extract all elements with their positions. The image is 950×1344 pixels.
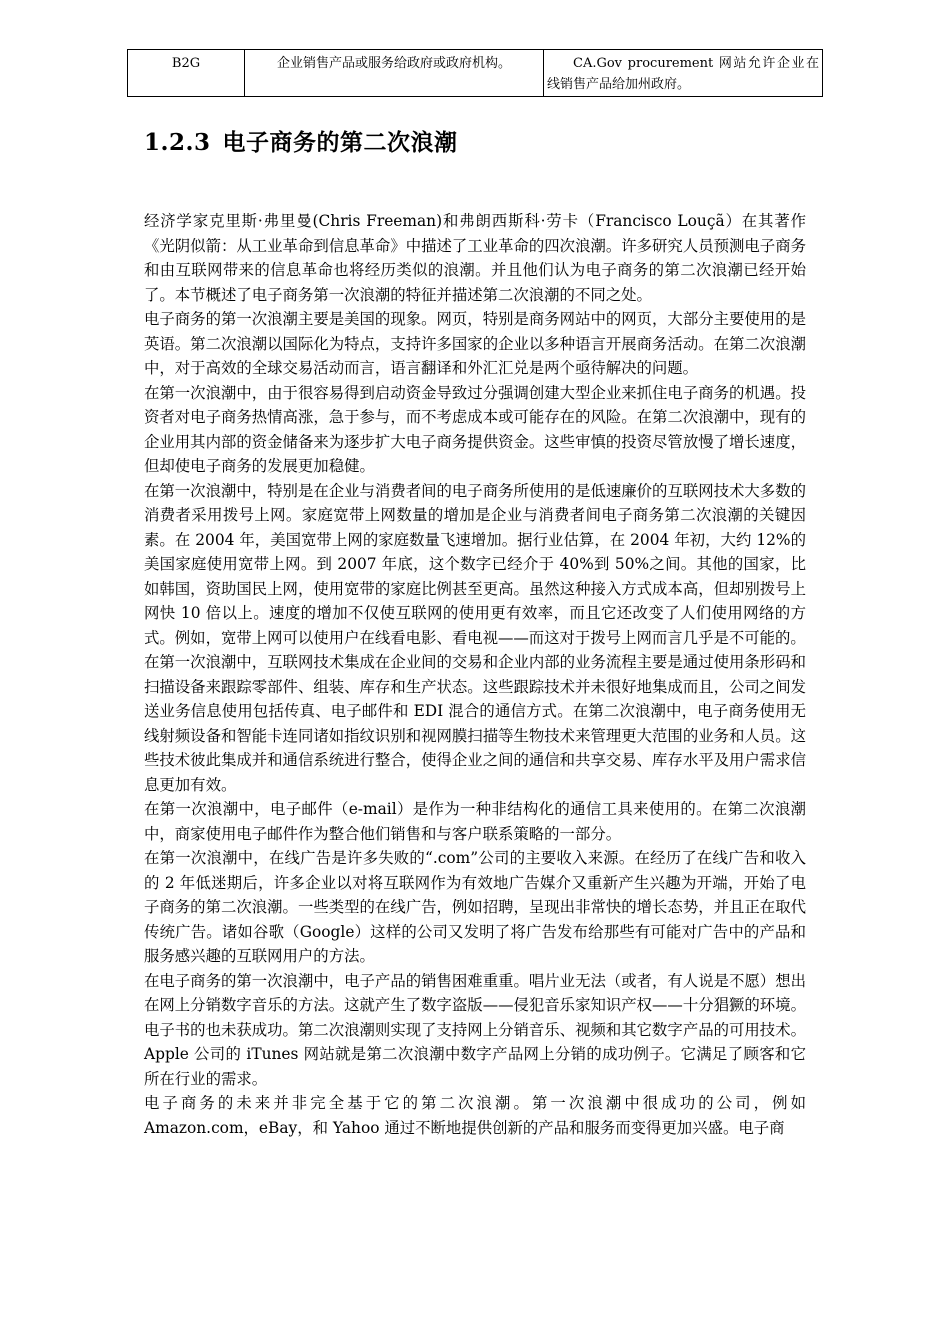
table-row [128, 50, 823, 97]
paragraph: 在第一次浪潮中，电子邮件（e-mail）是作为一种非结构化的通信工具来使用的。在第二次浪潮中，商家使用电子邮件作为整合他们销售和与客户联系策略的一部分。 [144, 800, 806, 843]
section-title: 电子商务的第二次浪潮 [222, 129, 458, 156]
business-model-table [127, 49, 823, 97]
table-cell-description: 企业销售产品或服务给政府或政府机构。 [245, 50, 544, 97]
paragraph: 电子商务的未来并非完全基于它的第二次浪潮。第一次浪潮中很成功的公司，例如 Amazon.com，eBay，和 Yahoo 通过不断地提供创新的产品和服务而变得更加兴盛。电子商 [144, 1094, 806, 1137]
table-cell-type: B2G [128, 50, 245, 97]
section-heading [144, 124, 458, 157]
paragraph: 在第一次浪潮中，互联网技术集成在企业间的交易和企业内部的业务流程主要是通过使用条形码和扫描设备来跟踪零部件、组装、库存和生产状态。这些跟踪技术并未很好地集成而且，公司之间发送业务信息使用包括传真、电子邮件和 EDI 混合的通信方式。在第二次浪潮中，电子商务使用无线射频设备和智能卡连同诸如指纹识别和视网膜扫描等生物技术来管理更大范围的业务和人员。这些技术彼此集成并和通信系统进行整合，使得企业之间的通信和共享交易、库存水平及用户需求信息更加有效。 [144, 653, 806, 794]
paragraph: 在第一次浪潮中，由于很容易得到启动资金导致过分强调创建大型企业来抓住电子商务的机遇。投资者对电子商务热情高涨，急于参与，而不考虑成本或可能存在的风险。在第二次浪潮中，现有的企业用其内部的资金储备来为逐步扩大电子商务提供资金。这些审慎的投资尽管放慢了增长速度，但却使电子商务的发展更加稳健。 [144, 383, 806, 475]
section-number: 1.2.3 [144, 129, 211, 156]
table-cell-example: CA.Gov procurement 网站允许企业在线销售产品给加州政府。 [544, 50, 823, 97]
paragraph: 在第一次浪潮中，在线广告是许多失败的“.com”公司的主要收入来源。在经历了在线广告和收入的 2 年低迷期后，许多企业以对将互联网作为有效地广告媒介又重新产生兴趣为开端，开始了电子商务的第二次浪潮。一些类型的在线广告，例如招聘，呈现出非常快的增长态势，并且正在取代传统广告。诸如谷歌（Google）这样的公司又发明了将广告发布给那些有可能对广告中的产品和服务感兴趣的互联网用户的方法。 [144, 849, 806, 965]
section-body [144, 209, 806, 1140]
paragraph: 电子商务的第一次浪潮主要是美国的现象。网页，特别是商务网站中的网页，大部分主要使用的是英语。第二次浪潮以国际化为特点，支持许多国家的企业以多种语言开展商务活动。在第二次浪潮中，对于高效的全球交易活动而言，语言翻译和外汇汇兑是两个亟待解决的问题。 [144, 310, 806, 377]
paragraph: 经济学家克里斯·弗里曼(Chris Freeman)和弗朗西斯科·劳卡（Francisco Louçã）在其著作《光阴似箭：从工业革命到信息革命》中描述了工业革命的四次浪潮。许多研究人员预测电子商务和由互联网带来的信息革命也将经历类似的浪潮。并且他们认为电子商务的第二次浪潮已经开始了。本节概述了电子商务第一次浪潮的特征并描述第二次浪潮的不同之处。 [144, 212, 806, 304]
paragraph: 在电子商务的第一次浪潮中，电子产品的销售困难重重。唱片业无法（或者，有人说是不愿）想出在网上分销数字音乐的方法。这就产生了数字盗版——侵犯音乐家知识产权——十分猖獗的环境。电子书的也未获成功。第二次浪潮则实现了支持网上分销音乐、视频和其它数字产品的可用技术。Apple 公司的 iTunes 网站就是第二次浪潮中数字产品网上分销的成功例子。它满足了顾客和它所在行业的需求。 [144, 971, 806, 1088]
paragraph: 在第一次浪潮中，特别是在企业与消费者间的电子商务所使用的是低速廉价的互联网技术大多数的消费者采用拨号上网。家庭宽带上网数量的增加是企业与消费者间电子商务第二次浪潮的关键因素。在 2004 年，美国宽带上网的家庭数量飞速增加。据行业估算，在 2004 年初，大约 12%的美国家庭使用宽带上网。到 2007 年底，这个数字已经介于 40%到 50%之间。其他的国家，比如韩国，资助国民上网，使用宽带的家庭比例甚至更高。虽然这种接入方式成本高，但却别拨号上网快 10 倍以上。速度的增加不仅使互联网的使用更有效率，而且它还改变了人们使用网络的方式。例如，宽带上网可以使用户在线看电影、看电视——而这对于拨号上网而言几乎是不可能的。 [144, 481, 806, 647]
